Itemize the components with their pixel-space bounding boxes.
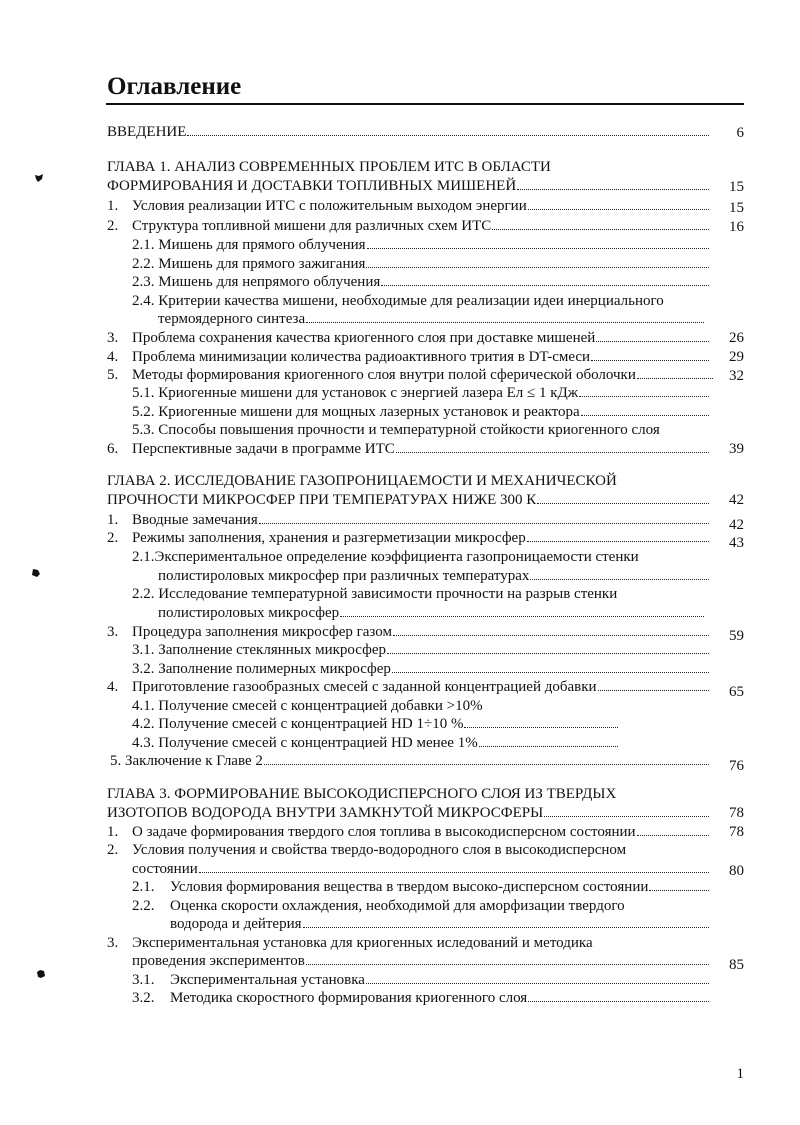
toc-entry-text: Методика скоростного формирования криогенного слоя — [170, 990, 528, 1006]
toc-subentry — [132, 970, 710, 990]
toc-subentry — [132, 584, 617, 604]
toc-subentry — [132, 383, 710, 403]
toc-entry — [107, 677, 710, 697]
dot-leader — [464, 727, 618, 728]
entry-number: 2.1. — [132, 879, 155, 895]
toc-entry — [107, 347, 710, 367]
page-number: 42 — [729, 492, 744, 508]
dot-leader — [530, 579, 709, 580]
dot-leader — [637, 835, 709, 836]
dot-leader — [596, 341, 709, 342]
page-number: 65 — [729, 684, 744, 700]
ink-mark-icon — [34, 173, 44, 183]
toc-subentry — [132, 733, 619, 753]
toc-entry-text: ГЛАВА 3. ФОРМИРОВАНИЕ ВЫСОКОДИСПЕРСНОГО СЛОЯ ИЗ ТВЕРДЫХ — [107, 786, 617, 802]
entry-number: 3. — [107, 624, 119, 640]
entry-number: 3.1. — [132, 972, 155, 988]
toc-entry — [107, 933, 593, 953]
toc-entry-text: Проблема сохранения качества криогенного слоя при доставке мишеней — [132, 330, 596, 346]
toc-subentry — [132, 696, 483, 716]
toc-entry-text: ФОРМИРОВАНИЯ И ДОСТАВКИ ТОПЛИВНЫХ МИШЕНЕЙ — [107, 178, 517, 194]
toc-entry-text: Процедура заполнения микросфер газом — [132, 624, 392, 640]
entry-number: 5. — [107, 367, 119, 383]
entry-number: 1. — [107, 512, 119, 528]
toc-subentry — [132, 235, 710, 255]
entry-number: 2.2. — [132, 898, 155, 914]
toc-entry-text: Вводные замечания — [132, 512, 258, 528]
dot-leader — [527, 541, 709, 542]
dot-leader — [579, 396, 709, 397]
ink-mark-icon — [31, 568, 41, 578]
toc-entry-text: Приготовление газообразных смесей с заданной концентрацией добавки — [132, 679, 597, 695]
dot-leader — [381, 285, 709, 286]
page-number: 16 — [729, 219, 744, 235]
toc-entry-text: ГЛАВА 1. АНАЛИЗ СОВРЕМЕННЫХ ПРОБЛЕМ ИТС В ОБЛАСТИ — [107, 159, 551, 175]
page-number: 85 — [729, 957, 744, 973]
footer-page-number: 1 — [736, 1066, 744, 1082]
page-number: 78 — [729, 824, 744, 840]
toc-entry-text: ПРОЧНОСТИ МИКРОСФЕР ПРИ ТЕМПЕРАТУРАХ НИЖЕ 300 К — [107, 492, 537, 508]
dot-leader — [306, 322, 704, 323]
toc-subentry — [132, 988, 710, 1008]
toc-entry-text: 3.1. Заполнение стеклянных микросфер — [132, 642, 387, 658]
toc-entry-text: Методы формирования криогенного слоя внутри полой сферической оболочки — [132, 367, 636, 383]
page-number: 26 — [729, 330, 744, 346]
toc-entry-text: полистироловых микросфер при различных температурах — [158, 568, 530, 584]
dot-leader — [528, 209, 709, 210]
toc-entry-text: 2.1. Мишень для прямого облучения — [132, 237, 366, 253]
entry-number: 2. — [107, 842, 119, 858]
toc-entry-text: Перспективные задачи в программе ИТС — [132, 441, 395, 457]
toc-entry — [107, 840, 626, 860]
dot-leader — [387, 653, 709, 654]
toc-subentry — [132, 659, 710, 679]
toc-entry — [107, 196, 710, 216]
toc-subentry — [132, 291, 664, 311]
entry-number: 3.2. — [132, 990, 155, 1006]
page-number: 32 — [729, 368, 744, 384]
toc-entry-text: Режимы заполнения, хранения и разгерметизации микросфер — [132, 530, 526, 546]
page-number: 80 — [729, 863, 744, 879]
toc-subentry — [132, 547, 639, 567]
toc-entry-text: проведения экспериментов — [132, 953, 305, 969]
toc-entry-text: 2.3. Мишень для непрямого облучения — [132, 274, 381, 290]
entry-number: 1. — [107, 198, 119, 214]
entry-number: 3. — [107, 935, 119, 951]
toc-entry-text: О задаче формирования твердого слоя топлива в высокодисперсном состоянии — [132, 824, 636, 840]
toc-entry-text: ВВЕДЕНИЕ — [107, 124, 187, 140]
entry-number: 1. — [107, 824, 119, 840]
dot-leader — [367, 248, 709, 249]
toc-entry — [107, 528, 710, 548]
toc-entry-text: Условия реализации ИТС с положительным выходом энергии — [132, 198, 527, 214]
dot-leader — [396, 452, 709, 453]
toc-entry-text: 2.4. Критерии качества мишени, необходимые для реализации идеи инерциального — [132, 293, 664, 309]
dot-leader — [537, 503, 709, 504]
toc-entry-text: 2.2. Мишень для прямого зажигания — [132, 256, 366, 272]
entry-number: 4. — [107, 349, 119, 365]
toc-entry — [107, 822, 710, 842]
page-number: 39 — [729, 441, 744, 457]
toc-subentry-continued — [158, 603, 705, 623]
toc-subentry-continued — [170, 914, 710, 934]
dot-leader — [479, 746, 618, 747]
chapter-heading — [107, 471, 617, 491]
toc-subentry — [132, 714, 619, 734]
toc-entry-text: ИЗОТОПОВ ВОДОРОДА ВНУТРИ ЗАМКНУТОЙ МИКРОСФЕРЫ — [107, 805, 544, 821]
page-number: 78 — [729, 805, 744, 821]
toc-entry-text: 4.2. Получение смесей с концентрацией HD 1÷10 % — [132, 716, 464, 732]
dot-leader — [528, 1001, 709, 1002]
chapter-heading — [107, 784, 616, 804]
toc-subentry — [132, 640, 710, 660]
dot-leader — [591, 360, 709, 361]
toc-entry-text: 2.1.Экспериментальное определение коэффициента газопроницаемости стенки — [132, 549, 639, 565]
entry-number: 2. — [107, 218, 119, 234]
toc-entry — [107, 622, 710, 642]
toc-entry — [107, 510, 710, 530]
toc-entry — [107, 216, 710, 236]
toc-entry-text: 4.3. Получение смесей с концентрацией HD менее 1% — [132, 735, 478, 751]
toc-entry-text: Экспериментальная установка — [170, 972, 365, 988]
dot-leader — [598, 690, 709, 691]
page-number: 43 — [729, 535, 744, 551]
entry-number: 2. — [107, 530, 119, 546]
toc-entry-text: Экспериментальная установка для криогенных иследований и методика — [132, 935, 593, 951]
toc-entry-continued — [132, 951, 710, 971]
toc-entry-text: Условия формирования вещества в твердом высоко-дисперсном состоянии — [170, 879, 649, 895]
page-number: 6 — [736, 125, 744, 141]
dot-leader — [264, 764, 709, 765]
toc-entry-introduction — [107, 122, 710, 142]
toc-entry-text: Оценка скорости охлаждения, необходимой для аморфизации твердого — [170, 898, 625, 914]
page-number: 15 — [729, 179, 744, 195]
dot-leader — [340, 616, 704, 617]
toc-entry-text: ГЛАВА 2. ИССЛЕДОВАНИЕ ГАЗОПРОНИЦАЕМОСТИ И МЕХАНИЧЕСКОЙ — [107, 473, 617, 489]
toc-subentry — [132, 896, 625, 916]
dot-leader — [581, 415, 709, 416]
dot-leader — [544, 816, 709, 817]
toc-subentry — [132, 420, 660, 440]
toc-entry-text: 3.2. Заполнение полимерных микросфер — [132, 661, 391, 677]
toc-entry-text: 5.3. Способы повышения прочности и температурной стойкости криогенного слоя — [132, 422, 660, 438]
toc-entry-text: термоядерного синтеза — [158, 311, 306, 327]
toc-entry-text: 4.1. Получение смесей с концентрацией добавки >10% — [132, 698, 483, 714]
toc-entry-continued — [132, 859, 710, 879]
toc-entry-text: 5.2. Криогенные мишени для мощных лазерных установок и реактора — [132, 404, 580, 420]
chapter-heading — [107, 157, 551, 177]
toc-entry — [107, 365, 714, 385]
toc-entry — [110, 751, 710, 771]
toc-subentry — [132, 254, 710, 274]
entry-number: 3. — [107, 330, 119, 346]
toc-entry-text: 2.2. Исследование температурной зависимости прочности на разрыв стенки — [132, 586, 618, 602]
ink-mark-icon — [36, 969, 46, 979]
chapter-heading — [107, 490, 710, 510]
chapter-heading — [107, 176, 710, 196]
page-number: 15 — [729, 200, 744, 216]
toc-entry-text: водорода и дейтерия — [170, 916, 302, 932]
dot-leader — [187, 135, 709, 136]
toc-entry-text: полистироловых микросфер — [158, 605, 340, 621]
page-number: 76 — [729, 758, 744, 774]
toc-subentry-continued — [158, 309, 705, 329]
toc-entry-text: 5. Заключение к Главе 2 — [110, 753, 263, 769]
page-title: Оглавление — [107, 73, 242, 100]
chapter-heading — [107, 803, 710, 823]
toc-subentry-continued — [158, 566, 710, 586]
dot-leader — [259, 523, 709, 524]
toc-subentry — [132, 402, 710, 422]
toc-entry-text: Структура топливной мишени для различных схем ИТС — [132, 218, 492, 234]
dot-leader — [366, 983, 709, 984]
dot-leader — [492, 229, 709, 230]
toc-subentry — [132, 877, 710, 897]
dot-leader — [199, 872, 709, 873]
dot-leader — [517, 189, 709, 190]
toc-entry-text: Проблема минимизации количества радиоактивного трития в DT-смеси — [132, 349, 591, 365]
page-number: 29 — [729, 349, 744, 365]
dot-leader — [303, 927, 709, 928]
toc-subentry — [132, 272, 710, 292]
dot-leader — [393, 635, 709, 636]
toc-entry-text: Условия получения и свойства твердо-водородного слоя в высокодисперсном — [132, 842, 627, 858]
toc-entry-text: состоянии — [132, 861, 198, 877]
dot-leader — [649, 890, 709, 891]
title-divider — [106, 103, 744, 105]
entry-number: 4. — [107, 679, 119, 695]
entry-number: 6. — [107, 441, 119, 457]
toc-entry — [107, 439, 710, 459]
dot-leader — [392, 672, 709, 673]
page-number: 42 — [729, 517, 744, 533]
dot-leader — [306, 964, 709, 965]
dot-leader — [637, 378, 713, 379]
toc-entry-text: 5.1. Криогенные мишени для установок с энергией лазера Ел ≤ 1 кДж — [132, 385, 579, 401]
dot-leader — [366, 267, 709, 268]
toc-entry — [107, 328, 710, 348]
page-number: 59 — [729, 628, 744, 644]
